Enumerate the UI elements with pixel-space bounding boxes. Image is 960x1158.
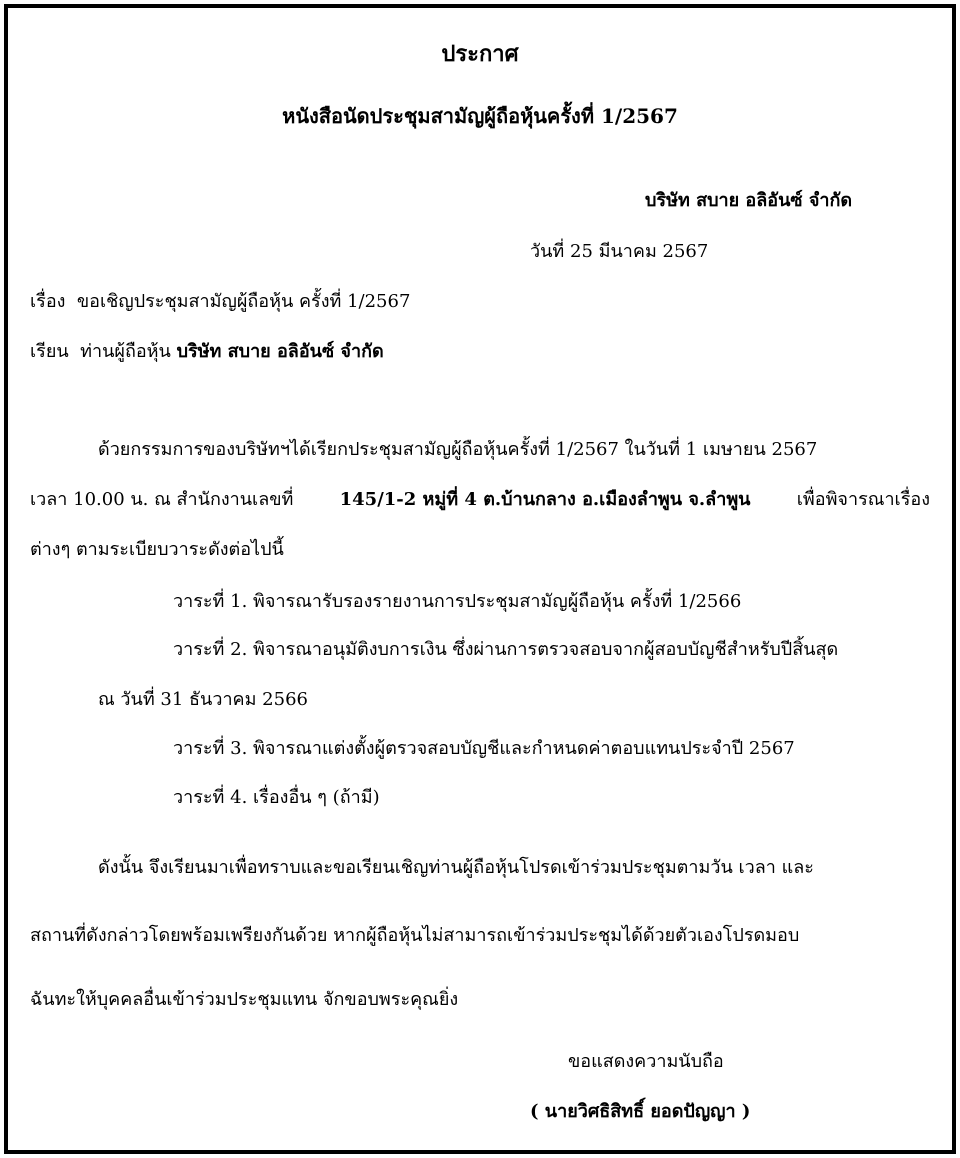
agenda-item-4: วาระที่ 4. เรื่องอื่น ๆ (ถ้ามี) bbox=[173, 787, 380, 808]
recipient-company: บริษัท สบาย อลิอันซ์ จำกัด bbox=[176, 341, 384, 362]
announcement-title: ประกาศ bbox=[441, 41, 519, 67]
meeting-address: 145/1-2 หมู่ที่ 4 ต.บ้านกลาง อ.เมืองลำพูน จ.ลำพูน bbox=[339, 489, 751, 510]
agenda-item-3: วาระที่ 3. พิจารณาแต่งตั้งผู้ตรวจสอบบัญชีและกำหนดค่าตอบแทนประจำปี 2567 bbox=[173, 738, 795, 759]
agenda-item-2: วาระที่ 2. พิจารณาอนุมัติงบการเงิน ซึ่งผ่านการตรวจสอบจากผู้สอบบัญชีสำหรับปีสิ้นสุด bbox=[173, 639, 839, 660]
agenda-item-2-continued: ณ วันที่ 31 ธันวาคม 2566 bbox=[98, 689, 308, 710]
subject-label: เรื่อง bbox=[30, 291, 66, 312]
body-paragraph-line-3: ต่างๆ ตามระเบียบวาระดังต่อไปนี้ bbox=[30, 539, 284, 560]
regards-text: ขอแสดงความนับถือ bbox=[568, 1051, 724, 1072]
recipient-label: เรียน bbox=[30, 341, 69, 362]
signatory-name: ( นายวิศธิสิทธิ์ ยอดปัญญา ) bbox=[530, 1101, 751, 1122]
company-name: บริษัท สบาย อลิอันซ์ จำกัด bbox=[645, 190, 853, 211]
body-paragraph-line-1: ด้วยกรรมการของบริษัทฯได้เรียกประชุมสามัญผู้ถือหุ้นครั้งที่ 1/2567 ในวันที่ 1 เมษายน 2567 bbox=[98, 439, 818, 460]
agenda-item-1: วาระที่ 1. พิจารณารับรองรายงานการประชุมสามัญผู้ถือหุ้น ครั้งที่ 1/2566 bbox=[173, 591, 742, 612]
letter-date: วันที่ 25 มีนาคม 2567 bbox=[530, 241, 709, 262]
closing-line-3: ฉันทะให้บุคคลอื่นเข้าร่วมประชุมแทน จักขอบพระคุณยิ่ง bbox=[30, 989, 459, 1010]
purpose-text: เพื่อพิจารณาเรื่อง bbox=[796, 489, 930, 510]
body-paragraph-line-2 bbox=[30, 488, 930, 512]
closing-line-1: ดังนั้น จึงเรียนมาเพื่อทราบและขอเรียนเชิญท่านผู้ถือหุ้นโปรดเข้าร่วมประชุมตามวัน เวลา และ bbox=[98, 857, 814, 878]
subject-text: ขอเชิญประชุมสามัญผู้ถือหุ้น ครั้งที่ 1/2567 bbox=[76, 291, 411, 312]
announcement-subtitle: หนังสือนัดประชุมสามัญผู้ถือหุ้นครั้งที่ 1/2567 bbox=[282, 104, 678, 128]
recipient-line bbox=[30, 340, 384, 364]
closing-line-2: สถานที่ดังกล่าวโดยพร้อมเพรียงกันด้วย หากผู้ถือหุ้นไม่สามารถเข้าร่วมประชุมได้ด้วยตัวเองโปรดมอบ bbox=[30, 925, 800, 946]
meeting-time: เวลา 10.00 น. ณ สำนักงานเลขที่ bbox=[30, 489, 294, 510]
recipient-prefix: ท่านผู้ถือหุ้น bbox=[80, 341, 171, 362]
subject-line bbox=[30, 290, 410, 314]
